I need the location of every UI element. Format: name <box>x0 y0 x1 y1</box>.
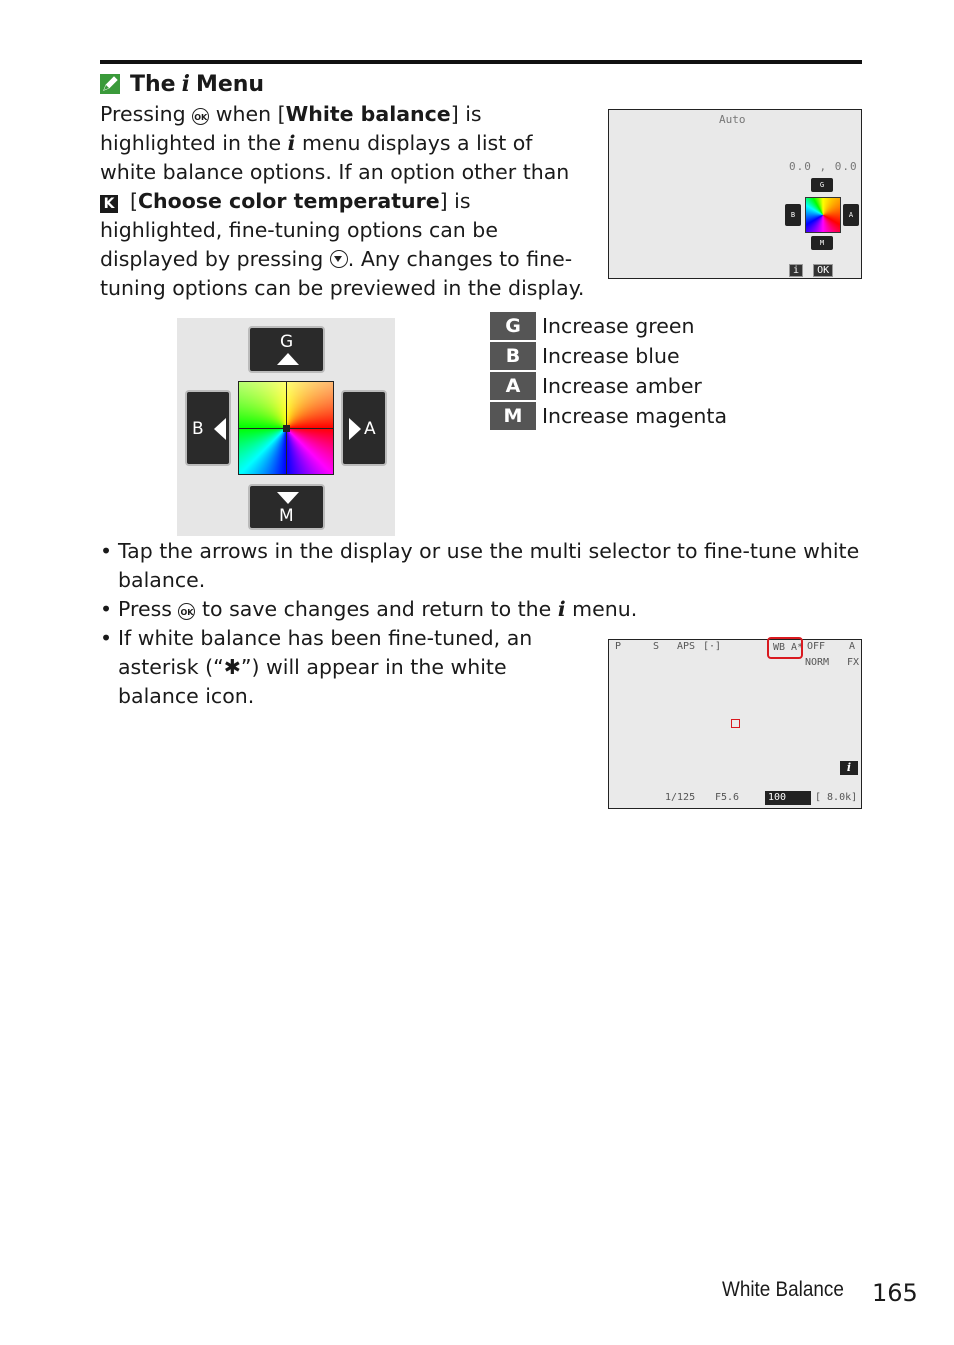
camera-fine-tune-screen <box>608 109 862 279</box>
m-arrow-button[interactable]: M <box>248 484 325 530</box>
bullet-item: • Press OK to save changes and return to the i menu. <box>100 595 860 624</box>
ok-button-icon: OK <box>178 603 195 620</box>
legend-key: G <box>490 312 536 340</box>
info-back-button[interactable]: i <box>789 264 803 277</box>
multi-selector-down-icon <box>330 250 348 268</box>
kelvin-icon: K <box>100 195 118 213</box>
af-area: [·] <box>703 641 722 652</box>
i-menu-icon: i <box>557 597 566 621</box>
a-arrow-button[interactable]: A <box>341 390 387 466</box>
legend-text: Increase blue <box>542 344 680 368</box>
mini-m-button[interactable]: M <box>811 236 833 250</box>
mini-color-grid[interactable] <box>805 197 841 233</box>
i-menu-icon: i <box>181 71 190 97</box>
shutter-speed: 1/125 <box>665 792 696 803</box>
color-grid[interactable] <box>238 381 334 475</box>
legend-row <box>490 311 727 341</box>
format-badge: FX <box>847 657 860 668</box>
top-rule <box>100 60 862 64</box>
iso-readout: 100 <box>765 791 811 805</box>
fine-tune-selector-graphic <box>177 318 395 536</box>
b-arrow-button[interactable]: B <box>185 390 231 466</box>
pencil-note-icon <box>100 74 120 94</box>
note-heading <box>100 70 264 98</box>
legend-text: Increase amber <box>542 374 702 398</box>
shooting-mode: P <box>615 641 622 652</box>
wb-mode-label: Auto <box>719 113 746 126</box>
legend-row <box>490 371 727 401</box>
intro-paragraph: Pressing OK when [White balance] is highlighted in the i menu displays a list of white balance options. If an option other than K [Choose color temperature] is highlighted, fine-tuning options can be displayed by pressing . Any changes to fine-tuning options can be previewed in the display. <box>100 102 585 300</box>
legend-key: M <box>490 402 536 430</box>
legend-key: B <box>490 342 536 370</box>
ok-confirm-button[interactable]: OK <box>813 264 833 277</box>
aperture: F5.6 <box>715 792 740 803</box>
shots-remaining: [ 8.0k] <box>815 792 858 803</box>
release-mode: S <box>653 641 660 652</box>
wb-icon: WB A* <box>773 642 804 653</box>
focus-point <box>731 719 740 728</box>
mini-a-button[interactable]: A <box>843 204 859 226</box>
image-quality: NORM <box>805 657 830 668</box>
mini-g-button[interactable]: G <box>811 178 833 192</box>
legend-key: A <box>490 372 536 400</box>
legend-row <box>490 401 727 431</box>
legend-row <box>490 341 727 371</box>
picture-control: OFF <box>807 641 826 652</box>
fine-tune-coords: 0.0 , 0.0 <box>789 160 858 173</box>
i-button-icon[interactable]: i <box>840 761 858 775</box>
right-triangle-icon <box>349 418 361 440</box>
fine-tune-cursor <box>283 425 290 432</box>
i-menu-icon: i <box>287 131 296 155</box>
live-view-screen <box>608 639 862 809</box>
metering-area: A <box>849 641 856 652</box>
page-number: 165 <box>872 1279 918 1307</box>
legend-text: Increase magenta <box>542 404 728 428</box>
footer-section-title: White Balance <box>722 1278 844 1301</box>
bullet-item: • Tap the arrows in the display or use the multi selector to fine-tune white balance. <box>100 537 860 595</box>
direction-legend <box>490 311 727 431</box>
bullet-item: • If white balance has been fine-tuned, an asterisk (“✱”) will appear in the white balance icon. <box>100 624 588 711</box>
g-arrow-button[interactable]: G <box>248 326 325 373</box>
up-triangle-icon <box>277 353 299 365</box>
legend-text: Increase green <box>542 314 695 338</box>
left-triangle-icon <box>214 418 226 440</box>
camera-bottom-bar <box>785 265 833 276</box>
wb-highlight <box>767 637 803 659</box>
mini-b-button[interactable]: B <box>785 204 801 226</box>
image-area: APS <box>677 641 696 652</box>
note-title: The i Menu <box>130 71 265 97</box>
ok-button-icon: OK <box>192 108 209 125</box>
down-triangle-icon <box>277 492 299 504</box>
